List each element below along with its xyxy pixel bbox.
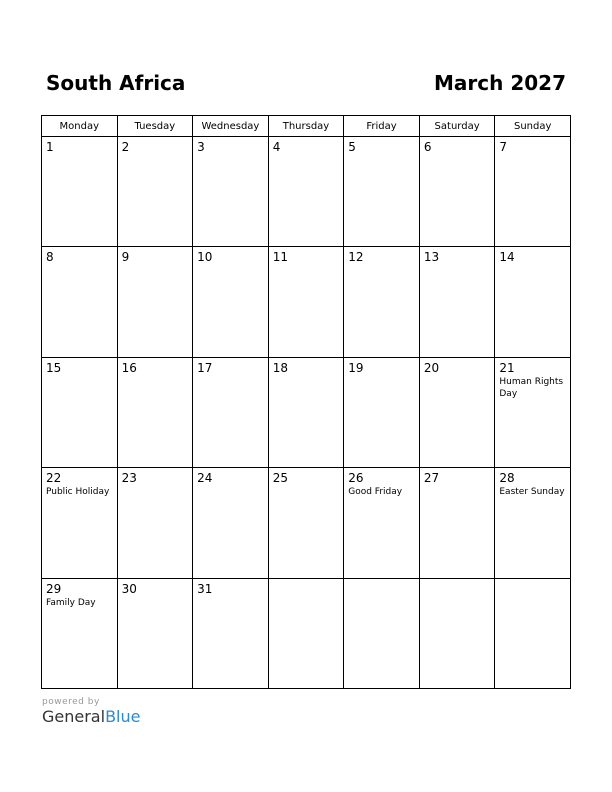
- day-cell: [268, 357, 344, 467]
- weekday-header-row: [42, 116, 571, 137]
- day-cell: [419, 578, 495, 688]
- day-number: 23: [121, 471, 137, 486]
- weekday-thursday: Thursday: [268, 116, 344, 137]
- day-number: 4: [272, 140, 281, 154]
- footer-branding: [42, 697, 140, 727]
- weekday-monday: Monday: [42, 116, 118, 137]
- day-cell: [495, 468, 571, 578]
- day-number: 26: [348, 471, 364, 486]
- logo-general-text: General: [42, 707, 106, 726]
- day-cell: [42, 468, 118, 578]
- calendar-grid: [41, 115, 571, 689]
- day-cell: [419, 137, 495, 247]
- day-number: 11: [272, 250, 288, 265]
- day-cell: [268, 137, 344, 247]
- country-title: South Africa: [46, 71, 186, 95]
- day-cell: [117, 357, 193, 467]
- day-number: 6: [423, 140, 432, 154]
- day-number: 15: [46, 360, 62, 375]
- day-cell: [117, 578, 193, 688]
- week-row: [42, 137, 571, 247]
- day-cell: [495, 137, 571, 247]
- day-number: 27: [423, 471, 440, 486]
- day-number: 22: [46, 471, 62, 486]
- day-number: 5: [348, 140, 356, 154]
- day-number: 1: [46, 140, 54, 154]
- day-number: 29: [46, 581, 62, 596]
- day-number: 12: [348, 250, 364, 265]
- day-cell: [344, 357, 420, 467]
- day-cell: [495, 247, 571, 357]
- day-number: 19: [348, 360, 364, 375]
- day-cell: [344, 137, 420, 247]
- day-number: 31: [197, 581, 213, 596]
- day-cell: [419, 468, 495, 578]
- week-row: [42, 468, 571, 578]
- holiday-label: Family Day: [46, 597, 96, 608]
- day-cell: [193, 357, 269, 467]
- day-number: 20: [423, 360, 440, 375]
- day-number: 30: [121, 581, 137, 596]
- day-number: 10: [197, 250, 213, 265]
- day-number: 16: [121, 360, 137, 375]
- day-cell: [268, 468, 344, 578]
- day-cell: [495, 357, 571, 467]
- day-cell: [268, 578, 344, 688]
- day-cell: [117, 468, 193, 578]
- day-number: 24: [197, 471, 213, 486]
- week-row: [42, 357, 571, 467]
- day-cell: [42, 137, 118, 247]
- day-cell: [344, 247, 420, 357]
- day-number: 2: [121, 140, 130, 154]
- day-cell: [268, 247, 344, 357]
- month-title: March 2027: [434, 71, 566, 95]
- day-cell: [193, 247, 269, 357]
- week-row: [42, 247, 571, 357]
- day-cell: [193, 137, 269, 247]
- week-row: [42, 578, 571, 688]
- day-cell: [42, 357, 118, 467]
- day-number: 3: [197, 140, 205, 154]
- day-number: 25: [272, 471, 288, 486]
- holiday-label: Good Friday: [348, 487, 403, 498]
- weekday-saturday: Saturday: [419, 116, 495, 137]
- holiday-label: Easter Sunday: [499, 487, 565, 498]
- day-cell: [117, 137, 193, 247]
- day-cell: [344, 468, 420, 578]
- day-cell: [117, 247, 193, 357]
- weekday-wednesday: Wednesday: [193, 116, 269, 137]
- logo-blue-text: Blue: [105, 707, 141, 726]
- day-number: 17: [197, 360, 213, 375]
- day-cell: [419, 357, 495, 467]
- day-cell: [419, 247, 495, 357]
- holiday-label: Public Holiday: [46, 487, 110, 498]
- day-cell: [42, 247, 118, 357]
- day-cell: [42, 578, 118, 688]
- holiday-label: Human Rights Day: [499, 376, 564, 399]
- day-number: 8: [46, 250, 54, 265]
- powered-by-text: powered by: [42, 697, 100, 707]
- day-cell: [193, 578, 269, 688]
- weekday-tuesday: Tuesday: [117, 116, 193, 137]
- weekday-friday: Friday: [344, 116, 420, 137]
- day-number: 13: [423, 250, 440, 265]
- weekday-sunday: Sunday: [495, 116, 571, 137]
- day-cell: [495, 578, 571, 688]
- day-number: 28: [499, 471, 515, 486]
- day-number: 18: [272, 360, 288, 375]
- generalblue-logo[interactable]: [42, 707, 140, 727]
- day-number: 9: [121, 250, 130, 265]
- day-number: 14: [499, 250, 515, 265]
- day-cell: [193, 468, 269, 578]
- day-number: 21: [499, 360, 515, 375]
- day-number: 7: [499, 140, 508, 154]
- day-cell: [344, 578, 420, 688]
